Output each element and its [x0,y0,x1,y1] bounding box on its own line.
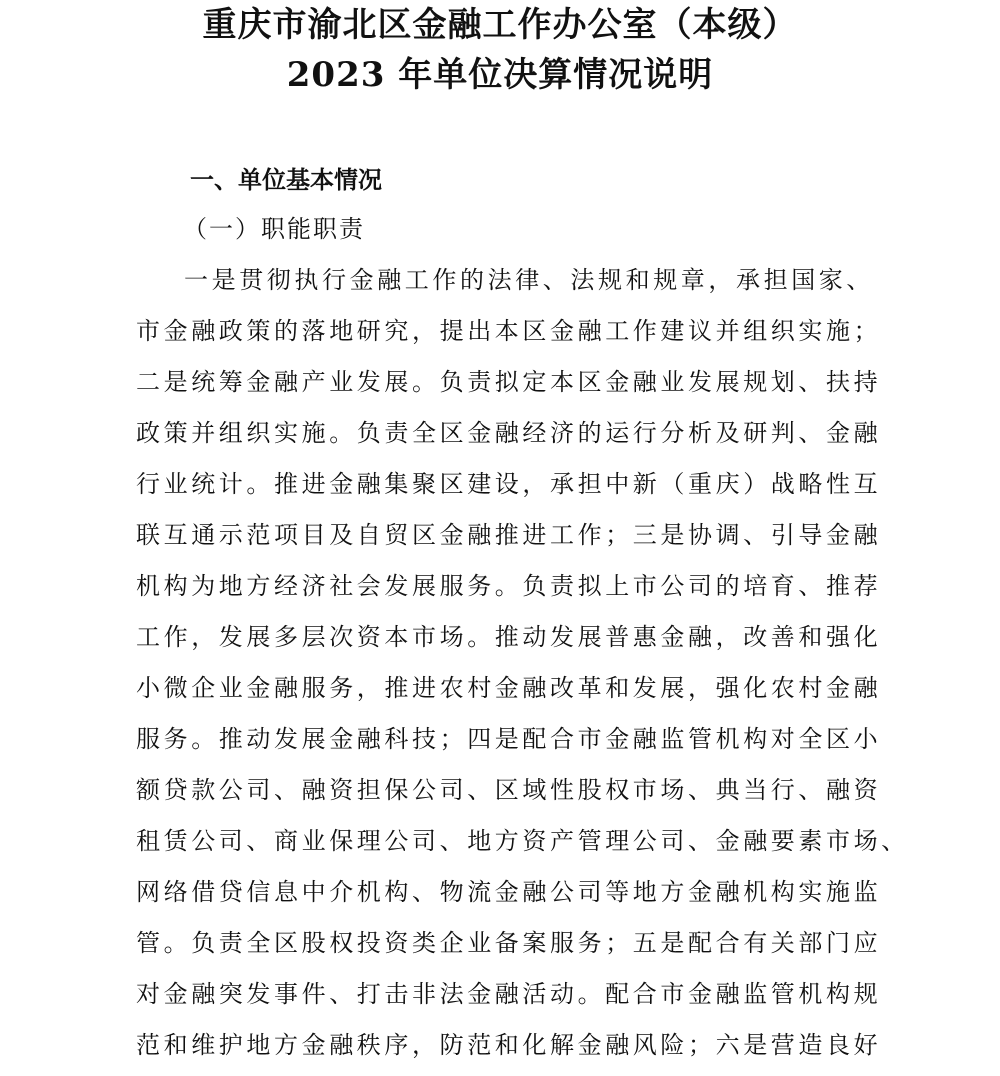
body-line: 一是贯彻执行金融工作的法律、法规和规章，承担国家、 [184,266,874,294]
body-line: 租赁公司、商业保理公司、地方资产管理公司、金融要素市场、 [136,827,909,855]
body-line: 网络借贷信息中介机构、物流金融公司等地方金融机构实施监 [136,878,882,906]
section-heading: 一、单位基本情况 [190,166,382,194]
body-line: 范和维护地方金融秩序，防范和化解金融风险；六是营造良好 [136,1031,882,1059]
body-line: 市金融政策的落地研究，提出本区金融工作建议并组织实施； [136,317,882,345]
body-line: 工作，发展多层次资本市场。推动发展普惠金融，改善和强化 [136,623,882,651]
body-line: 对金融突发事件、打击非法金融活动。配合市金融监管机构规 [136,980,882,1008]
body-line: 联互通示范项目及自贸区金融推进工作；三是协调、引导金融 [136,521,882,549]
body-line: 行业统计。推进金融集聚区建设，承担中新（重庆）战略性互 [136,470,882,498]
body-line: 服务。推动发展金融科技；四是配合市金融监管机构对全区小 [136,725,882,753]
body-line: 机构为地方经济社会发展服务。负责拟上市公司的培育、推荐 [136,572,882,600]
title-line-1: 重庆市渝北区金融工作办公室（本级） [202,5,798,45]
subsection-heading: （一）职能职责 [183,215,365,243]
body-line: 小微企业金融服务，推进农村金融改革和发展，强化农村金融 [136,674,882,702]
body-line: 二是统筹金融产业发展。负责拟定本区金融业发展规划、扶持 [136,368,882,396]
body-line: 政策并组织实施。负责全区金融经济的运行分析及研判、金融 [136,419,882,447]
body-line: 额贷款公司、融资担保公司、区域性股权市场、典当行、融资 [136,776,882,804]
body-paragraph [136,260,909,1076]
body-line: 管。负责全区股权投资类企业备案服务；五是配合有关部门应 [136,929,882,957]
title-line-2: 2023 年单位决算情况说明 [286,55,714,95]
